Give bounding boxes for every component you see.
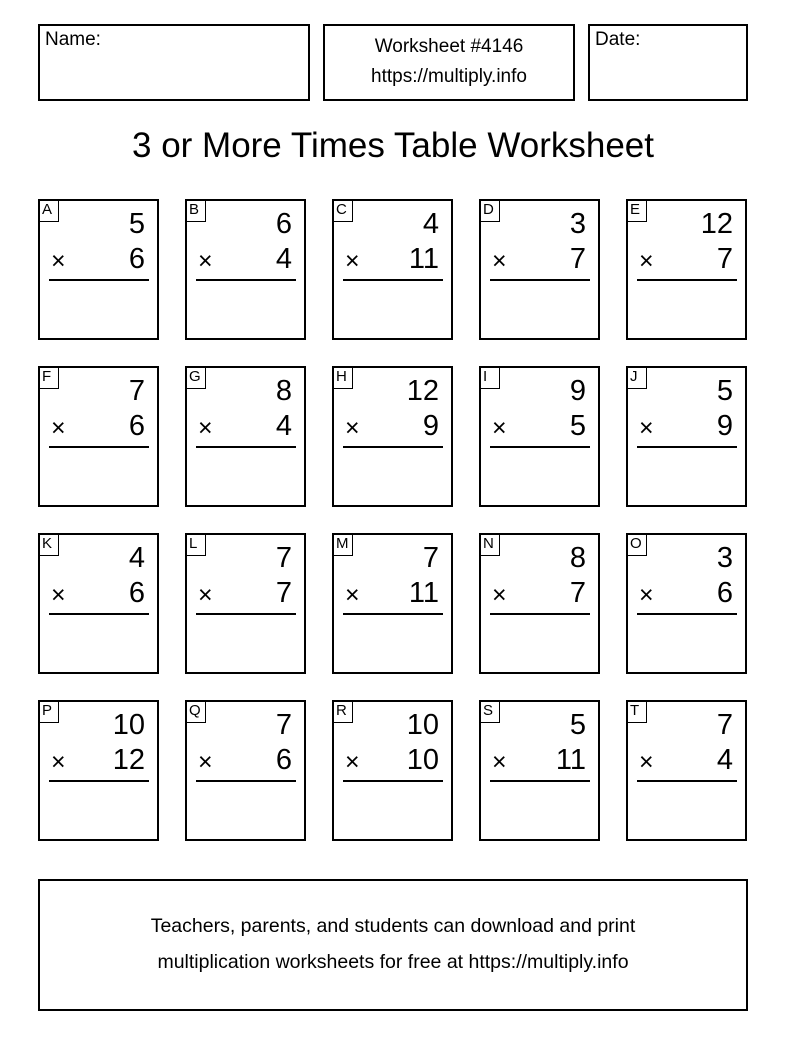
multiplier: 4 bbox=[275, 410, 292, 442]
multiplier: 6 bbox=[128, 577, 145, 609]
times-icon: × bbox=[492, 748, 507, 776]
answer-line bbox=[490, 780, 590, 782]
multiplicand: 7 bbox=[275, 542, 292, 574]
problem-r[interactable] bbox=[332, 700, 453, 841]
multiplicand: 10 bbox=[112, 709, 145, 741]
times-icon: × bbox=[51, 581, 66, 609]
problem-e[interactable] bbox=[626, 199, 747, 340]
worksheet-title: 3 or More Times Table Worksheet bbox=[132, 126, 654, 165]
answer-line bbox=[637, 446, 737, 448]
answer-line bbox=[490, 446, 590, 448]
multiplicand: 7 bbox=[422, 542, 439, 574]
multiplier: 6 bbox=[716, 577, 733, 609]
multiplicand: 10 bbox=[406, 709, 439, 741]
times-icon: × bbox=[198, 247, 213, 275]
multiplier: 9 bbox=[716, 410, 733, 442]
problem-letter: R bbox=[332, 700, 353, 723]
answer-line bbox=[343, 780, 443, 782]
multiplier: 11 bbox=[408, 243, 439, 275]
times-icon: × bbox=[345, 581, 360, 609]
problem-letter: I bbox=[479, 366, 500, 389]
multiplicand: 4 bbox=[128, 542, 145, 574]
answer-line bbox=[196, 613, 296, 615]
problem-o[interactable] bbox=[626, 533, 747, 674]
worksheet-number: Worksheet #4146 bbox=[374, 36, 524, 57]
answer-line bbox=[49, 279, 149, 281]
problem-letter: Q bbox=[185, 700, 206, 723]
problem-k[interactable] bbox=[38, 533, 159, 674]
problem-n[interactable] bbox=[479, 533, 600, 674]
problem-letter: A bbox=[38, 199, 59, 222]
answer-line bbox=[49, 780, 149, 782]
multiplicand: 5 bbox=[128, 208, 145, 240]
answer-line bbox=[490, 279, 590, 281]
answer-line bbox=[196, 446, 296, 448]
multiplicand: 12 bbox=[406, 375, 439, 407]
times-icon: × bbox=[639, 247, 654, 275]
problem-letter: T bbox=[626, 700, 647, 723]
answer-line bbox=[637, 613, 737, 615]
problem-c[interactable] bbox=[332, 199, 453, 340]
multiplicand: 3 bbox=[569, 208, 586, 240]
problem-s[interactable] bbox=[479, 700, 600, 841]
multiplicand: 6 bbox=[275, 208, 292, 240]
footer-line-1: Teachers, parents, and students can download and print bbox=[150, 915, 636, 937]
multiplier: 4 bbox=[275, 243, 292, 275]
multiplier: 12 bbox=[112, 744, 145, 776]
problem-letter: P bbox=[38, 700, 59, 723]
date-label: Date: bbox=[595, 29, 641, 50]
date-field[interactable] bbox=[588, 24, 748, 101]
answer-line bbox=[343, 446, 443, 448]
problem-j[interactable] bbox=[626, 366, 747, 507]
worksheet-url: https://multiply.info bbox=[371, 66, 527, 87]
footer-note bbox=[38, 879, 748, 1011]
answer-line bbox=[196, 780, 296, 782]
problem-p[interactable] bbox=[38, 700, 159, 841]
multiplier: 7 bbox=[569, 243, 586, 275]
multiplicand: 5 bbox=[716, 375, 733, 407]
multiplicand: 8 bbox=[569, 542, 586, 574]
multiplier: 6 bbox=[128, 243, 145, 275]
times-icon: × bbox=[492, 247, 507, 275]
answer-line bbox=[343, 279, 443, 281]
problem-letter: M bbox=[332, 533, 353, 556]
multiplier: 11 bbox=[555, 744, 586, 776]
problem-letter: H bbox=[332, 366, 353, 389]
problem-letter: O bbox=[626, 533, 647, 556]
times-icon: × bbox=[492, 581, 507, 609]
times-icon: × bbox=[51, 247, 66, 275]
problem-l[interactable] bbox=[185, 533, 306, 674]
times-icon: × bbox=[492, 414, 507, 442]
times-icon: × bbox=[345, 748, 360, 776]
multiplier: 5 bbox=[569, 410, 586, 442]
worksheet-info-box bbox=[323, 24, 575, 101]
answer-line bbox=[637, 780, 737, 782]
problem-letter: F bbox=[38, 366, 59, 389]
times-icon: × bbox=[51, 748, 66, 776]
multiplier: 10 bbox=[406, 744, 439, 776]
multiplier: 11 bbox=[408, 577, 439, 609]
answer-line bbox=[490, 613, 590, 615]
problem-q[interactable] bbox=[185, 700, 306, 841]
problem-h[interactable] bbox=[332, 366, 453, 507]
problem-letter: N bbox=[479, 533, 500, 556]
times-icon: × bbox=[198, 748, 213, 776]
times-icon: × bbox=[345, 414, 360, 442]
times-icon: × bbox=[639, 581, 654, 609]
multiplicand: 9 bbox=[569, 375, 586, 407]
multiplier: 6 bbox=[128, 410, 145, 442]
multiplier: 7 bbox=[716, 243, 733, 275]
times-icon: × bbox=[345, 247, 360, 275]
problem-letter: E bbox=[626, 199, 647, 222]
problem-m[interactable] bbox=[332, 533, 453, 674]
answer-line bbox=[49, 613, 149, 615]
footer-line-2: multiplication worksheets for free at https://multiply.info bbox=[157, 951, 629, 973]
answer-line bbox=[196, 279, 296, 281]
multiplicand: 12 bbox=[700, 208, 733, 240]
multiplier: 6 bbox=[275, 744, 292, 776]
times-icon: × bbox=[51, 414, 66, 442]
problem-letter: C bbox=[332, 199, 353, 222]
times-icon: × bbox=[198, 414, 213, 442]
multiplier: 7 bbox=[569, 577, 586, 609]
multiplicand: 7 bbox=[275, 709, 292, 741]
problem-b[interactable] bbox=[185, 199, 306, 340]
answer-line bbox=[637, 279, 737, 281]
problem-letter: L bbox=[185, 533, 206, 556]
times-icon: × bbox=[198, 581, 213, 609]
answer-line bbox=[49, 446, 149, 448]
times-icon: × bbox=[639, 748, 654, 776]
problem-t[interactable] bbox=[626, 700, 747, 841]
problem-letter: B bbox=[185, 199, 206, 222]
name-label: Name: bbox=[45, 29, 101, 50]
problem-a[interactable] bbox=[38, 199, 159, 340]
times-icon: × bbox=[639, 414, 654, 442]
multiplicand: 8 bbox=[275, 375, 292, 407]
problem-letter: S bbox=[479, 700, 500, 723]
problem-d[interactable] bbox=[479, 199, 600, 340]
problem-g[interactable] bbox=[185, 366, 306, 507]
name-field[interactable] bbox=[38, 24, 310, 101]
multiplier: 7 bbox=[275, 577, 292, 609]
problem-letter: D bbox=[479, 199, 500, 222]
multiplicand: 5 bbox=[569, 709, 586, 741]
problem-letter: J bbox=[626, 366, 647, 389]
problem-i[interactable] bbox=[479, 366, 600, 507]
multiplicand: 7 bbox=[716, 709, 733, 741]
multiplier: 4 bbox=[716, 744, 733, 776]
answer-line bbox=[343, 613, 443, 615]
multiplicand: 3 bbox=[716, 542, 733, 574]
problem-f[interactable] bbox=[38, 366, 159, 507]
multiplicand: 7 bbox=[128, 375, 145, 407]
multiplier: 9 bbox=[422, 410, 439, 442]
problem-letter: K bbox=[38, 533, 59, 556]
problem-letter: G bbox=[185, 366, 206, 389]
multiplicand: 4 bbox=[422, 208, 439, 240]
